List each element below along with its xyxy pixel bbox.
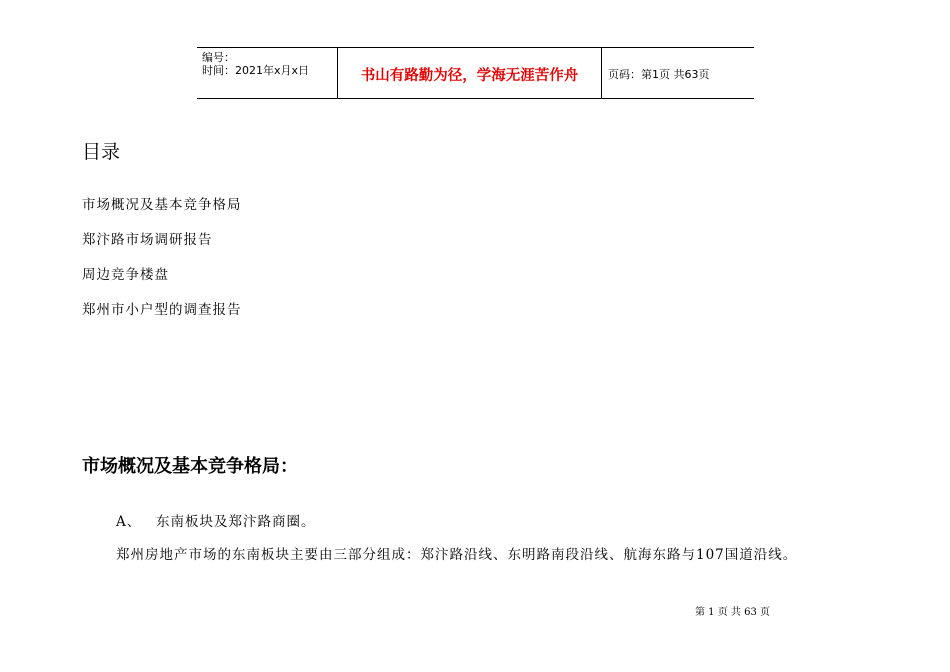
section-title: 市场概况及基本竞争格局： [82, 456, 298, 477]
header-number-label: 编号： [202, 51, 235, 64]
header-meta [197, 48, 338, 98]
toc-title: 目录 [82, 141, 121, 163]
body-paragraph: 郑州房地产市场的东南板块主要由三部分组成：郑汴路沿线、东明路南段沿线、航海东路与107国道沿线。 [116, 547, 798, 563]
subsection-heading [116, 510, 316, 530]
subsection-title: 东南板块及郑汴路商圈。 [156, 514, 316, 530]
subsection-marker: A、 [116, 514, 142, 530]
header-page-code: 页码：第1页 共63页 [608, 68, 710, 81]
toc-item[interactable]: 市场概况及基本竞争格局 [82, 197, 242, 213]
header-time-label: 时间：2021年x月x日 [202, 64, 310, 77]
toc-item[interactable]: 周边竞争楼盘 [82, 267, 169, 283]
page-indicator: 第 1 页 共 63 页 [695, 607, 770, 618]
header-motto: 书山有路勤为径，学海无涯苦作舟 [338, 48, 602, 98]
toc-item[interactable]: 郑汴路市场调研报告 [82, 232, 213, 248]
page-header [197, 47, 754, 99]
toc-item[interactable]: 郑州市小户型的调查报告 [82, 302, 242, 318]
toc-list [82, 196, 242, 336]
